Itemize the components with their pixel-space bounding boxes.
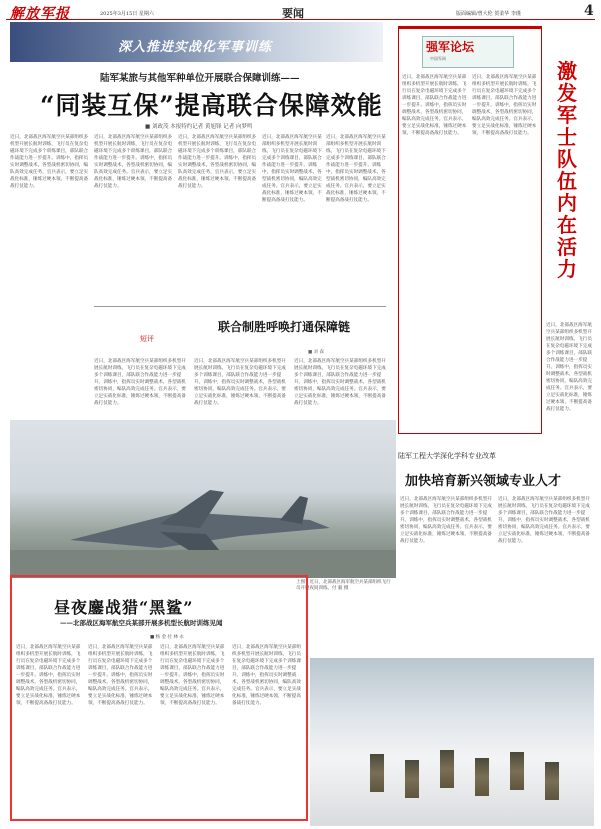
lead-body-col5: 近日，北部战区海军航空兵某部组织多机型开展长航时训练，飞行员在复杂电磁环境下完成多个训练课目，部队联合作战能力进一步提升。训练中，指挥员实时调整战术，各型战机密切协同，编队高效完成任务。官兵表示，要立足实战化标准，锤炼过硬本领，不断提高备战打仗能力。 (326, 135, 386, 203)
lead-headline: “同装互保”提高联合保障效能 (40, 91, 383, 120)
short-commentary-tag: 短评 (140, 335, 154, 343)
soldier-figure (440, 750, 454, 788)
story-subhead: ——北部战区海军航空兵某部开展多机型长航时训练见闻 (60, 619, 223, 627)
forum-logo-text: 强军论坛 (426, 40, 475, 54)
forum-logo-sub: 中国军网 (430, 56, 446, 61)
banner-title: 深入推进实战化军事训练 (118, 40, 273, 55)
feature-body-col1: 近日，北部战区海军航空兵某部组织多机型开展长航时训练，飞行员在复杂电磁环境下完成多个训练课目，部队联合作战能力进一步提升。训练中，指挥员实时调整战术，各型战机密切协同，编队高效完成任务。官兵表示，要立足实战化标准，锤炼过硬本领，不断提高备战打仗能力。 (400, 497, 492, 544)
snow-training-photo (310, 658, 594, 826)
issue-date: 2025年3月15日 星期六 (100, 11, 154, 17)
soldier-figure (370, 754, 384, 792)
lead-body-col1: 近日，北部战区海军航空兵某部组织多机型开展长航时训练，飞行员在复杂电磁环境下完成多个训练课目，部队联合作战能力进一步提升。训练中，指挥员实时调整战术，各型战机密切协同，编队高效完成任务。官兵表示，要立足实战化标准，锤炼过硬本领，不断提高备战打仗能力。 (10, 135, 89, 189)
short-commentary-headline: 联合制胜呼唤打通保障链 (218, 320, 351, 334)
photo-caption: 上图：近日，北部战区海军航空兵某部组织飞行员开展夜间训练。付 毅 摄 (296, 580, 391, 591)
divider (94, 306, 386, 307)
soldier-figure (475, 758, 489, 796)
story-byline: ■ 杨 金 付 林 永 (150, 635, 184, 640)
feature-headline: 加快培育新兴领域专业人才 (405, 474, 562, 489)
forum-body-col3: 近日，北部战区海军航空兵某部组织多机型开展长航时训练，飞行员在复杂电磁环境下完成多个训练课目，部队联合作战能力进一步提升。训练中，指挥员实时调整战术，各型战机密切协同，编队高效完成任务。官兵表示，要立足实战化标准，锤炼过硬本领，不断提高备战打仗能力。 (546, 323, 592, 412)
page-number: 4 (584, 3, 594, 19)
forum-vertical-title: 激发军士队伍内在活力 (557, 59, 577, 281)
soldier-figure (510, 752, 524, 790)
lead-body-col2: 近日，北部战区海军航空兵某部组织多机型开展长航时训练，飞行员在复杂电磁环境下完成多个训练课目，部队联合作战能力进一步提升。训练中，指挥员实时调整战术，各型战机密切协同，编队高效完成任务。官兵表示，要立足实战化标准，锤炼过硬本领，不断提高备战打仗能力。 (94, 135, 173, 189)
story-body-col4: 近日，北部战区海军航空兵某部组织多机型开展长航时训练，飞行员在复杂电磁环境下完成多个训练课目，部队联合作战能力进一步提升。训练中，指挥员实时调整战术，各型战机密切协同，编队高效完成任务。官兵表示，要立足实战化标准，锤炼过硬本领，不断提高备战打仗能力。 (232, 645, 301, 706)
feature-body-col2: 近日，北部战区海军航空兵某部组织多机型开展长航时训练，飞行员在复杂电磁环境下完成多个训练课目，部队联合作战能力进一步提升。训练中，指挥员实时调整战术，各型战机密切协同，编队高效完成任务。官兵表示，要立足实战化标准，锤炼过硬本领，不断提高备战打仗能力。 (498, 497, 590, 544)
feature-kicker: 陆军工程大学深化学科专业改革 (398, 452, 496, 460)
forum-body-col1: 近日，北部战区海军航空兵某部组织多机型开展长航时训练，飞行员在复杂电磁环境下完成多个训练课目，部队联合作战能力进一步提升。训练中，指挥员实时调整战术，各型战机密切协同，编队高效完成任务。官兵表示，要立足实战化标准，锤炼过硬本领，不断提高备战打仗能力。 (402, 75, 467, 136)
lead-kicker: 陆军某旅与其他军种单位开展联合保障训练—— (100, 73, 300, 84)
short-commentary-body-3: 近日，北部战区海军航空兵某部组织多机型开展长航时训练，飞行员在复杂电磁环境下完成多个训练课目，部队联合作战能力进一步提升。训练中，指挥员实时调整战术，各型战机密切协同，编队高效完成任务。官兵表示，要立足实战化标准，锤炼过硬本领，不断提高备战打仗能力。 (294, 359, 386, 406)
fighter-jet-photo (10, 420, 396, 578)
forum-body-col2: 近日，北部战区海军航空兵某部组织多机型开展长航时训练，飞行员在复杂电磁环境下完成多个训练课目，部队联合作战能力进一步提升。训练中，指挥员实时调整战术，各型战机密切协同，编队高效完成任务。官兵表示，要立足实战化标准，锤炼过硬本领，不断提高备战打仗能力。 (472, 75, 537, 136)
section-name: 要闻 (282, 7, 304, 20)
masthead (6, 2, 595, 20)
lead-body-col3: 近日，北部战区海军航空兵某部组织多机型开展长航时训练，飞行员在复杂电磁环境下完成多个训练课目，部队联合作战能力进一步提升。训练中，指挥员实时调整战术，各型战机密切协同，编队高效完成任务。官兵表示，要立足实战化标准，锤炼过硬本领，不断提高备战打仗能力。 (178, 135, 257, 189)
story-body-col1: 近日，北部战区海军航空兵某部组织多机型开展长航时训练，飞行员在复杂电磁环境下完成多个训练课目，部队联合作战能力进一步提升。训练中，指挥员实时调整战术，各型战机密切协同，编队高效完成任务。官兵表示，要立足实战化标准，锤炼过硬本领，不断提高备战打仗能力。 (16, 645, 81, 706)
lead-body-col4: 近日，北部战区海军航空兵某部组织多机型开展长航时训练，飞行员在复杂电磁环境下完成多个训练课目，部队联合作战能力进一步提升。训练中，指挥员实时调整战术，各型战机密切协同，编队高效完成任务。官兵表示，要立足实战化标准，锤炼过硬本领，不断提高备战打仗能力。 (262, 135, 322, 203)
lead-byline: ■ 刘政茂 本报特约记者 黄旭锋 记者 向梦鸣 (145, 124, 253, 130)
newspaper-logo: 解放军报 (10, 6, 70, 22)
short-commentary-body-2: 近日，北部战区海军航空兵某部组织多机型开展长航时训练，飞行员在复杂电磁环境下完成多个训练课目，部队联合作战能力进一步提升。训练中，指挥员实时调整战术，各型战机密切协同，编队高效完成任务。官兵表示，要立足实战化标准，锤炼过硬本领，不断提高备战打仗能力。 (194, 359, 286, 406)
soldier-figure (405, 760, 419, 798)
fighter-jet-icon (10, 420, 396, 578)
short-commentary-byline: ■ 刘 森 (308, 350, 325, 355)
soldier-figure (545, 762, 559, 800)
story-body-col3: 近日，北部战区海军航空兵某部组织多机型开展长航时训练，飞行员在复杂电磁环境下完成多个训练课目，部队联合作战能力进一步提升。训练中，指挥员实时调整战术，各型战机密切协同，编队高效完成任务。官兵表示，要立足实战化标准，锤炼过硬本领，不断提高备战打仗能力。 (160, 645, 225, 706)
short-commentary-body-1: 近日，北部战区海军航空兵某部组织多机型开展长航时训练，飞行员在复杂电磁环境下完成多个训练课目，部队联合作战能力进一步提升。训练中，指挥员实时调整战术，各型战机密切协同，编队高效完成任务。官兵表示，要立足实战化标准，锤炼过硬本领，不断提高备战打仗能力。 (94, 359, 186, 406)
editors: 版面编辑/曾大伦 贺柔华 李瑾 (456, 11, 521, 17)
story-headline: 昼夜鏖战猎“黑鲨” (54, 598, 194, 617)
story-body-col2: 近日，北部战区海军航空兵某部组织多机型开展长航时训练，飞行员在复杂电磁环境下完成多个训练课目，部队联合作战能力进一步提升。训练中，指挥员实时调整战术，各型战机密切协同，编队高效完成任务。官兵表示，要立足实战化标准，锤炼过硬本领，不断提高备战打仗能力。 (88, 645, 153, 706)
